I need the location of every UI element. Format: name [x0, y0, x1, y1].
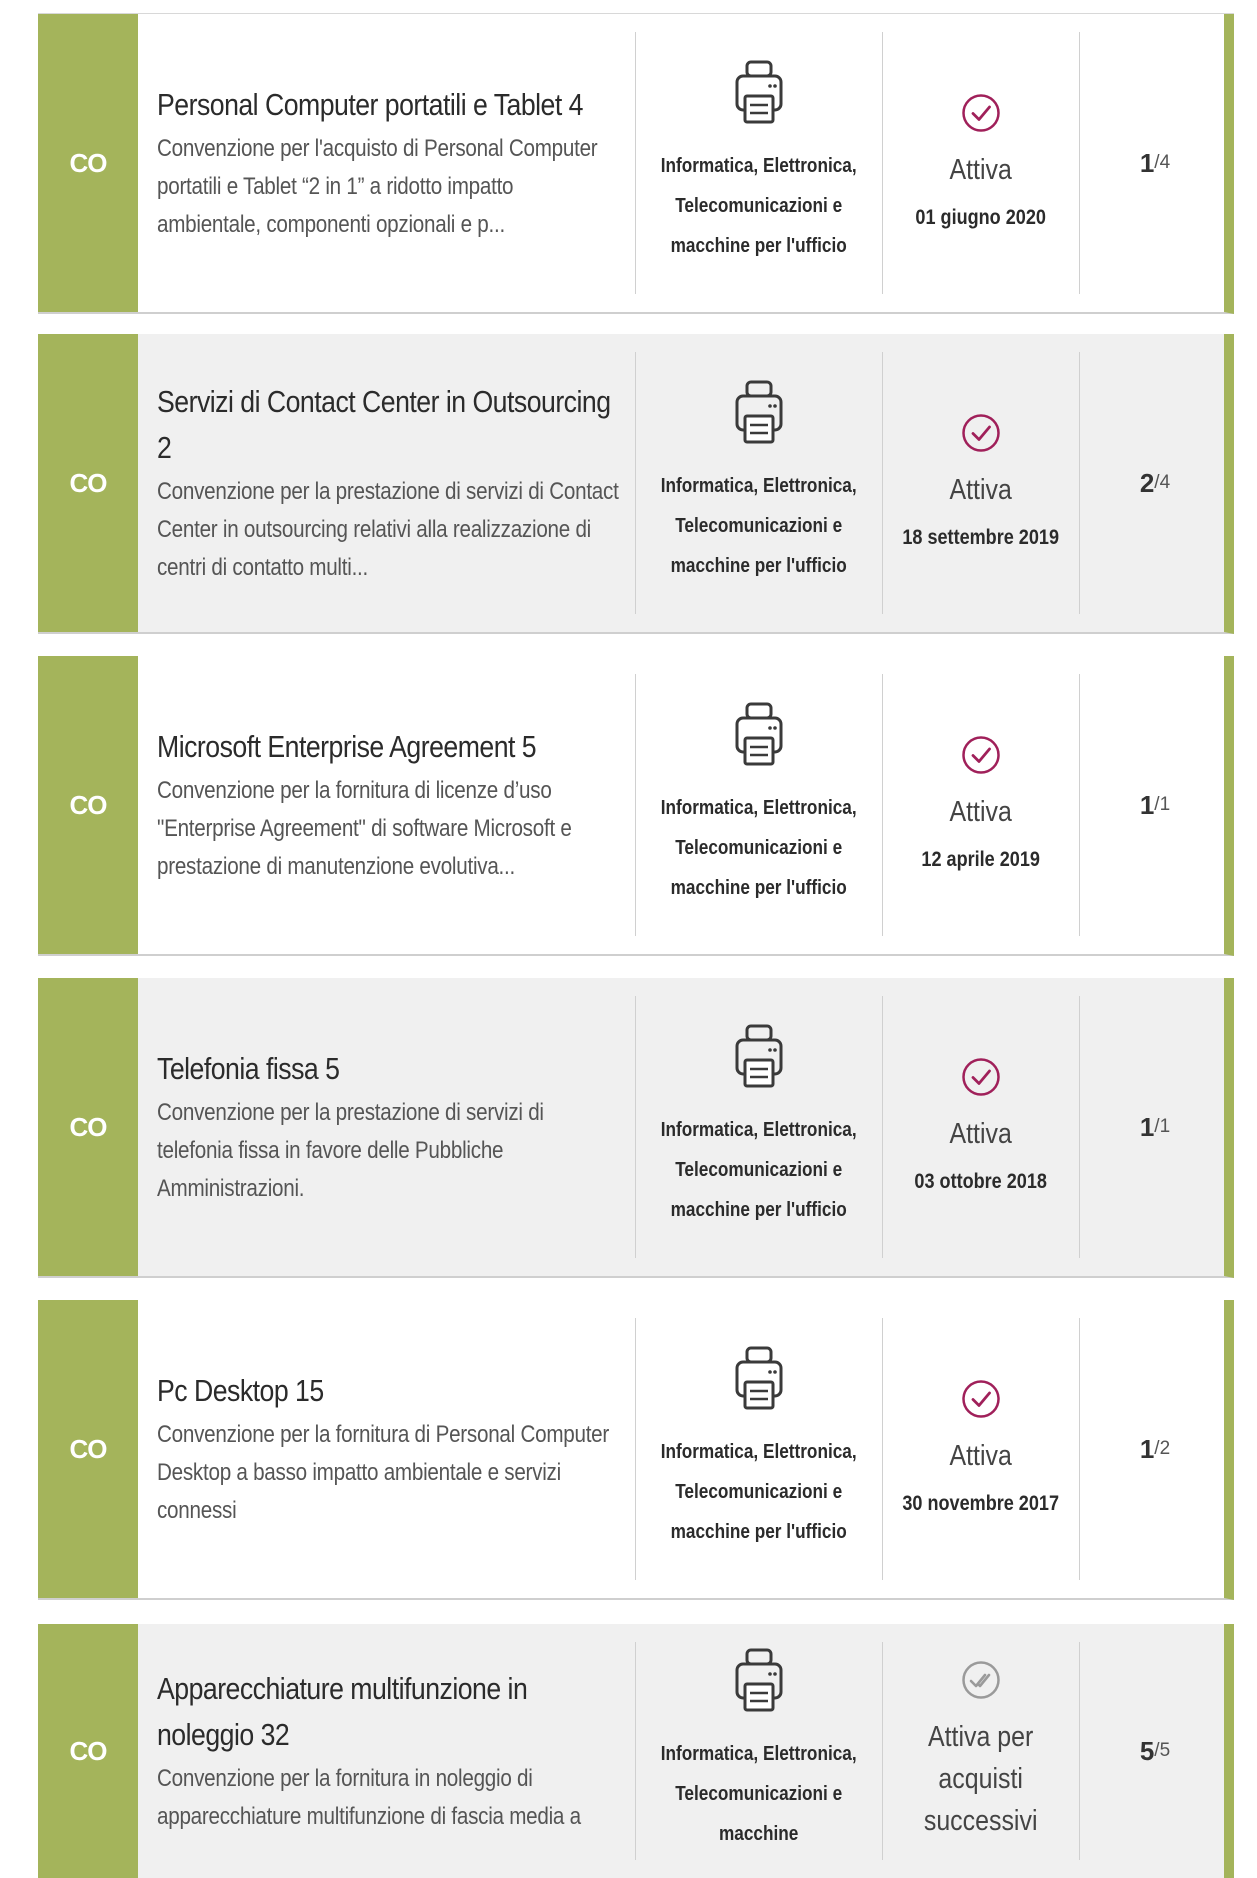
card-description: Convenzione per la fornitura di licenze d’uso "Enterprise Agreement" di software Microsoft e prestazione di manutenzione evolutiva... [157, 777, 572, 880]
printer-icon [734, 702, 784, 768]
card-main-info [138, 978, 635, 1276]
status-label: Attiva per acquisti successivi [924, 1721, 1038, 1837]
lots-current: 1 [1139, 1111, 1155, 1142]
status-column [883, 1300, 1079, 1598]
status-column [883, 656, 1079, 954]
printer-icon [734, 380, 784, 446]
card-description: Convenzione per l'acquisto di Personal Computer portatili e Tablet “2 in 1” a ridotto impatto ambientale, componenti opzionali e p... [157, 135, 598, 238]
status-date: 03 ottobre 2018 [914, 1170, 1048, 1193]
lots-current: 2 [1139, 467, 1155, 498]
type-tag: CO [38, 978, 138, 1276]
check-circle-icon [961, 1057, 1001, 1097]
convenzione-card[interactable] [38, 334, 1234, 634]
lots-count [1080, 14, 1224, 312]
card-title[interactable]: Servizi di Contact Center in Outsourcing 2 [157, 384, 611, 465]
status-date: 12 aprile 2019 [921, 848, 1041, 871]
status-label: Attiva [949, 474, 1013, 506]
lots-count [1080, 656, 1224, 954]
status-label: Attiva [949, 796, 1013, 828]
lots-count [1080, 334, 1224, 632]
lots-total: /1 [1154, 1116, 1171, 1137]
double-check-circle-icon [961, 1660, 1001, 1700]
card-main-info [138, 1300, 635, 1598]
lots-total: /1 [1154, 794, 1171, 815]
lots-total: /4 [1154, 472, 1171, 493]
category-label: Informatica, Elettronica, Telecomunicazioni e macchine per l'ufficio [661, 475, 857, 577]
category-label: Informatica, Elettronica, Telecomunicazioni e macchine [661, 1743, 857, 1845]
status-column [883, 334, 1079, 632]
card-title[interactable]: Pc Desktop 15 [157, 1373, 324, 1408]
category-column [636, 656, 882, 954]
card-description: Convenzione per la fornitura in noleggio di apparecchiature multifunzione di fascia media a [157, 1765, 581, 1830]
category-column [636, 1624, 882, 1878]
status-column [883, 14, 1079, 312]
card-main-info [138, 656, 635, 954]
printer-icon [734, 1648, 784, 1714]
status-date: 30 novembre 2017 [902, 1492, 1060, 1515]
type-tag: CO [38, 1624, 138, 1878]
convenzione-card[interactable] [38, 1300, 1234, 1600]
printer-icon [734, 60, 784, 126]
category-label: Informatica, Elettronica, Telecomunicazioni e macchine per l'ufficio [661, 155, 857, 257]
lots-total: /2 [1154, 1438, 1171, 1459]
lots-total: /5 [1154, 1740, 1171, 1761]
type-tag: CO [38, 1300, 138, 1598]
check-circle-icon [961, 1379, 1001, 1419]
card-main-info [138, 1624, 635, 1878]
category-label: Informatica, Elettronica, Telecomunicazioni e macchine per l'ufficio [661, 1441, 857, 1543]
check-circle-icon [961, 413, 1001, 453]
convenzione-card[interactable] [38, 978, 1234, 1278]
category-column [636, 334, 882, 632]
convenzione-card[interactable] [38, 14, 1234, 314]
card-description: Convenzione per la fornitura di Personal Computer Desktop a basso impatto ambientale e servizi connessi [157, 1421, 610, 1524]
printer-icon [734, 1024, 784, 1090]
status-date: 18 settembre 2019 [902, 526, 1060, 549]
convenzione-card[interactable] [38, 1624, 1234, 1878]
card-main-info [138, 14, 635, 312]
category-column [636, 14, 882, 312]
status-date: 01 giugno 2020 [915, 206, 1047, 229]
status-column [883, 1624, 1079, 1878]
lots-current: 1 [1139, 147, 1155, 178]
check-circle-icon [961, 93, 1001, 133]
check-circle-icon [961, 735, 1001, 775]
lots-count [1080, 978, 1224, 1276]
category-column [636, 1300, 882, 1598]
category-label: Informatica, Elettronica, Telecomunicazioni e macchine per l'ufficio [661, 1119, 857, 1221]
lots-current: 5 [1139, 1735, 1155, 1766]
status-column [883, 978, 1079, 1276]
card-description: Convenzione per la prestazione di servizi di telefonia fissa in favore delle Pubbliche Amministrazioni. [157, 1099, 544, 1202]
category-column [636, 978, 882, 1276]
printer-icon [734, 1346, 784, 1412]
convenzione-card[interactable] [38, 656, 1234, 956]
card-main-info [138, 334, 635, 632]
type-tag: CO [38, 656, 138, 954]
lots-current: 1 [1139, 1433, 1155, 1464]
lots-count [1080, 1300, 1224, 1598]
lots-current: 1 [1139, 789, 1155, 820]
lots-total: /4 [1154, 152, 1171, 173]
type-tag: CO [38, 14, 138, 312]
card-description: Convenzione per la prestazione di servizi di Contact Center in outsourcing relativi alla realizzazione di centri di contatto multi... [157, 478, 619, 581]
category-label: Informatica, Elettronica, Telecomunicazioni e macchine per l'ufficio [661, 797, 857, 899]
status-label: Attiva [949, 1118, 1013, 1150]
card-title[interactable]: Apparecchiature multifunzione in noleggio 32 [157, 1671, 528, 1752]
status-label: Attiva [949, 1440, 1013, 1472]
status-label: Attiva [949, 154, 1013, 186]
card-title[interactable]: Personal Computer portatili e Tablet 4 [157, 87, 583, 122]
type-tag: CO [38, 334, 138, 632]
card-title[interactable]: Telefonia fissa 5 [157, 1051, 340, 1086]
card-title[interactable]: Microsoft Enterprise Agreement 5 [157, 729, 537, 764]
lots-count [1080, 1624, 1224, 1878]
